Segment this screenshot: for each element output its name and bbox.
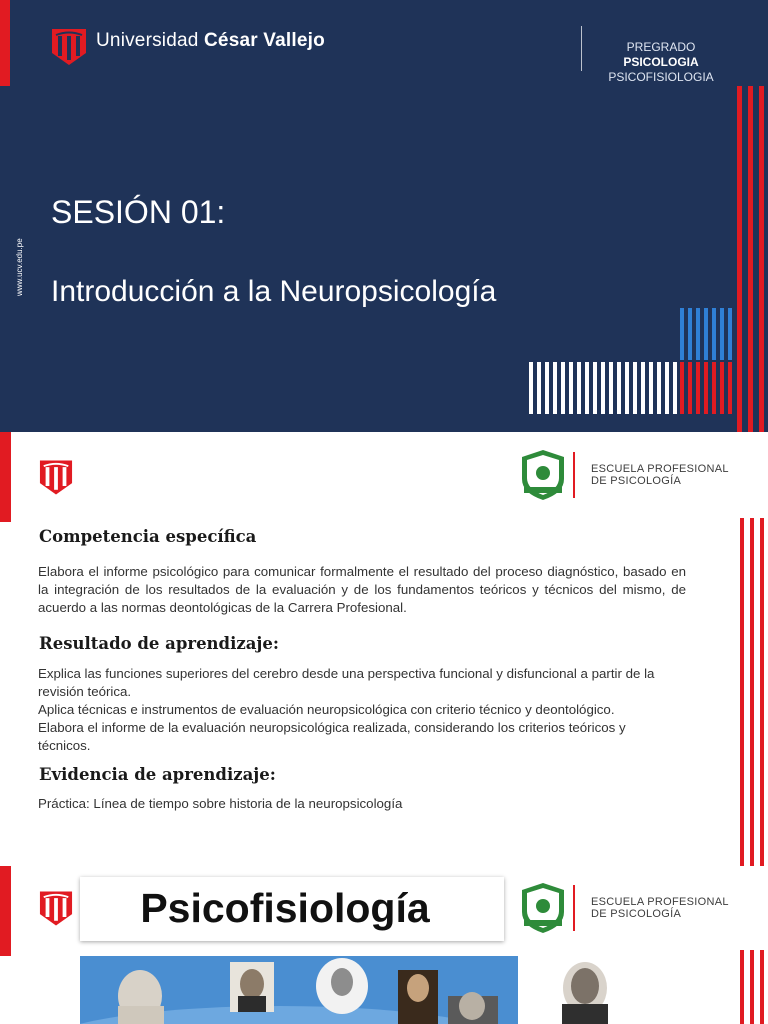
decorative-stripe (617, 362, 621, 414)
decorative-stripe (633, 362, 637, 414)
resultado-heading: Resultado de aprendizaje: (39, 634, 279, 653)
slide-psicofisiologia (0, 866, 768, 1024)
ucv-shield-logo-icon (51, 28, 87, 66)
red-accent-bar (0, 866, 11, 956)
decorative-stripe (569, 362, 573, 414)
decorative-stripe (609, 362, 613, 414)
decorative-stripe (704, 308, 708, 360)
decorative-stripe (553, 362, 557, 414)
session-title: SESIÓN 01: (51, 194, 226, 230)
decorative-stripe (748, 86, 753, 432)
resultado-item: Elabora el informe de la evaluación neuropsicológica realizada, considerando los criterios teóricos y técnicos. (38, 720, 626, 753)
historical-figures-collage (80, 956, 518, 1024)
decorative-stripe (680, 308, 684, 360)
decorative-stripe (688, 362, 692, 414)
slide-title: Psicofisiología (140, 885, 430, 931)
decorative-stripe (712, 308, 716, 360)
session-topic: Introducción a la Neuropsicología (51, 275, 497, 308)
header-divider (581, 26, 582, 71)
school-name: ESCUELA PROFESIONAL DE PSICOLOGÍA (591, 463, 729, 487)
decorative-stripe (545, 362, 549, 414)
decorative-stripe (728, 308, 732, 360)
title-box (80, 877, 504, 941)
red-accent-bar (0, 0, 10, 86)
red-accent-bar (0, 432, 11, 522)
decorative-stripe (625, 362, 629, 414)
university-name: Universidad César Vallejo (96, 30, 325, 51)
decorative-stripe (593, 362, 597, 414)
decorative-stripe (688, 308, 692, 360)
decorative-stripe (537, 362, 541, 414)
decorative-stripe (750, 518, 754, 866)
school-divider (573, 452, 575, 498)
decorative-stripe (696, 362, 700, 414)
decorative-stripe (750, 950, 754, 1024)
decorative-stripe (712, 362, 716, 414)
decorative-stripe (649, 362, 653, 414)
accreditation-badge-icon (520, 882, 566, 934)
resultado-item: Explica las funciones superiores del cerebro desde una perspectiva funcional y disfuncional a partir de la revisión teórica. (38, 666, 655, 699)
slide-cover (0, 0, 768, 432)
decorative-stripe (740, 950, 744, 1024)
slide-competencies (0, 432, 768, 866)
decorative-stripe (720, 308, 724, 360)
decorative-stripe (759, 86, 764, 432)
decorative-stripe (728, 362, 732, 414)
decorative-stripe (641, 362, 645, 414)
competencia-heading: Competencia específica (39, 527, 257, 546)
decorative-stripe (665, 362, 669, 414)
decorative-stripe (561, 362, 565, 414)
school-divider (573, 885, 575, 931)
ucv-shield-logo-icon (39, 890, 73, 927)
evidencia-heading: Evidencia de aprendizaje: (39, 765, 276, 784)
website-url: www.ucv.edu.pe (15, 238, 24, 296)
resultado-list (38, 665, 668, 755)
ucv-shield-logo-icon (39, 459, 73, 496)
decorative-stripe (696, 308, 700, 360)
competencia-text: Elabora el informe psicológico para comunicar formalmente el resultado del proceso diagnóstico, basado en la integración de los resultados de la evaluación y de los fundamentos teóricos y técnicos del mismo, de acuerdo a las normas deontológicas de la Carrera Profesional. (38, 564, 686, 615)
program-course: PSICOFISIOLOGIA (608, 70, 714, 84)
decorative-stripe (740, 518, 744, 866)
decorative-stripe (680, 362, 684, 414)
collage-image (80, 956, 518, 1024)
accreditation-badge-icon (520, 449, 566, 501)
decorative-stripe (585, 362, 589, 414)
decorative-stripe (760, 950, 764, 1024)
program-level: PREGRADO (626, 40, 696, 54)
decorative-stripe (673, 362, 677, 414)
resultado-item: Aplica técnicas e instrumentos de evaluación neuropsicológica con criterio técnico y deontológico. (38, 702, 615, 717)
program-career: PSICOLOGIA (623, 55, 699, 69)
decorative-stripe (737, 86, 742, 432)
evidencia-text: Práctica: Línea de tiempo sobre historia de la neuropsicología (38, 796, 403, 811)
decorative-stripe (601, 362, 605, 414)
school-name: ESCUELA PROFESIONAL DE PSICOLOGÍA (591, 896, 729, 920)
decorative-stripe (529, 362, 533, 414)
decorative-stripe (577, 362, 581, 414)
decorative-stripe (704, 362, 708, 414)
portrait-image (548, 958, 622, 1024)
decorative-stripe (657, 362, 661, 414)
decorative-stripe (720, 362, 724, 414)
decorative-stripe (760, 518, 764, 866)
program-info (596, 40, 726, 85)
